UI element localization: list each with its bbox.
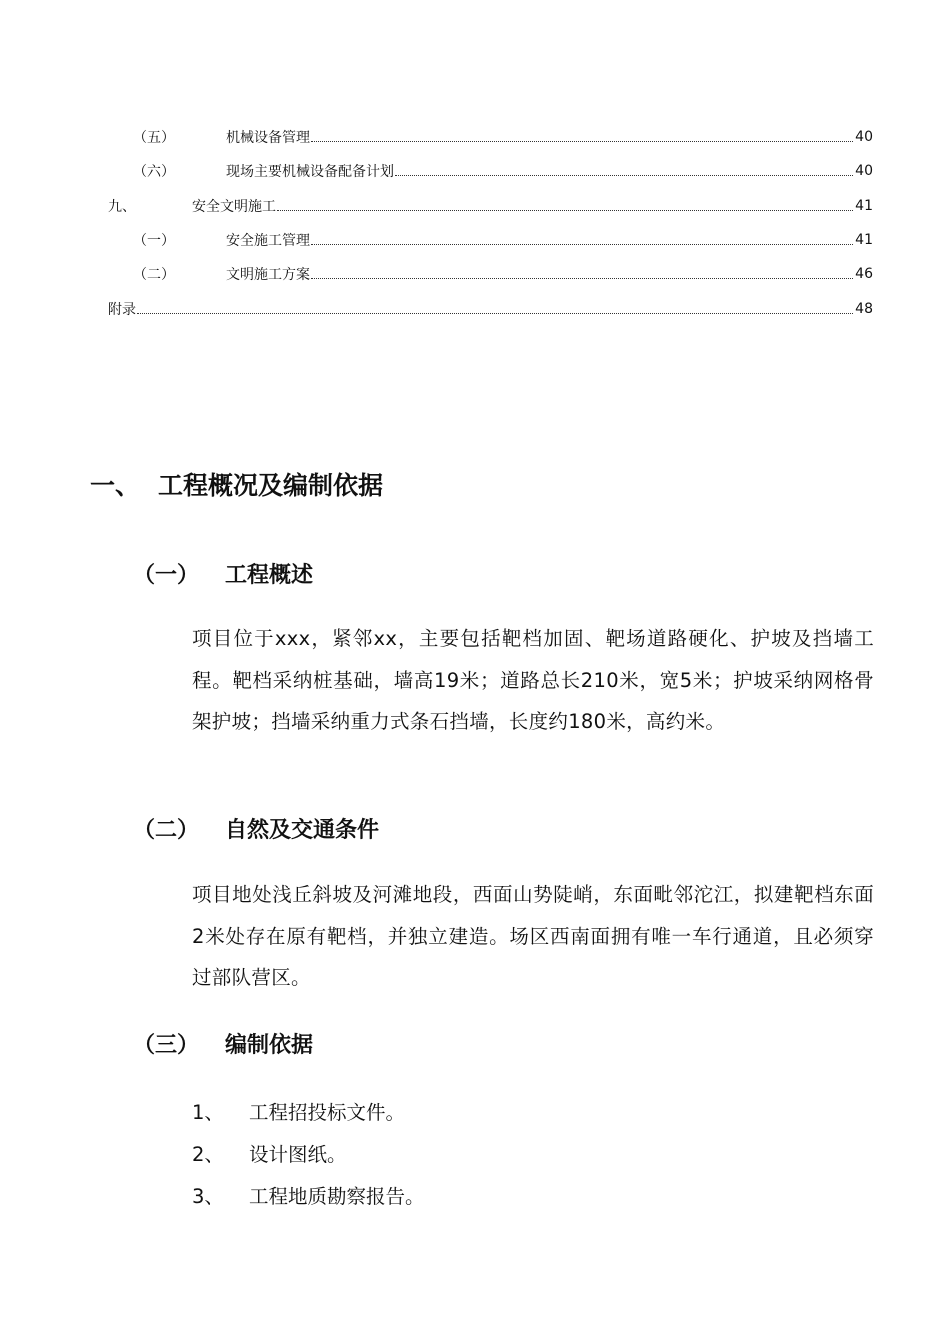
subsection-heading — [133, 558, 313, 589]
toc-dot-leader — [395, 174, 853, 176]
numbered-list — [192, 1090, 425, 1216]
list-item-text: 设计图纸。 — [249, 1143, 347, 1166]
toc-entry-page: 46 — [855, 266, 873, 283]
toc-entry[interactable] — [108, 257, 873, 291]
section-heading-title: 工程概况及编制依据 — [158, 471, 384, 500]
subsection-heading-title: 自然及交通条件 — [225, 818, 380, 843]
toc-dot-leader — [311, 243, 853, 245]
toc-dot-leader — [137, 312, 853, 314]
subsection-heading-number: （二） — [133, 818, 200, 843]
list-item-text: 工程招投标文件。 — [249, 1101, 406, 1124]
toc-entry-number: 九、 — [108, 198, 136, 215]
list-item-number: 1、 — [192, 1101, 224, 1124]
section-heading — [90, 466, 383, 502]
toc-entry[interactable] — [108, 189, 873, 223]
toc-entry-page: 41 — [855, 197, 873, 214]
subsection-heading-title: 工程概述 — [225, 563, 314, 588]
subsection-heading-title: 编制依据 — [225, 1033, 314, 1058]
toc-dot-leader — [277, 209, 853, 211]
toc-entry-page: 40 — [855, 163, 873, 180]
toc-entry[interactable] — [108, 120, 873, 154]
list-item — [192, 1090, 425, 1132]
body-paragraph: 项目位于xxx，紧邻xx，主要包括靶档加固、靶场道路硬化、护坡及挡墙工程。靶档采纳桩基础，墙高19米；道路总长210米，宽5米；护坡采纳网格骨架护坡；挡墙采纳重力式条石挡墙，长度约180米，高约米。 — [192, 627, 874, 733]
list-item-number: 3、 — [192, 1185, 224, 1208]
section-heading-number: 一、 — [90, 471, 141, 500]
toc-entry-title: 现场主要机械设备配备计划 — [226, 164, 394, 181]
toc-entry-title: 安全文明施工 — [192, 198, 276, 215]
toc-entry-number: （五） — [133, 130, 175, 147]
toc-entry-title: 文明施工方案 — [226, 267, 310, 284]
subsection-heading-number: （三） — [133, 1033, 200, 1058]
toc-dot-leader — [311, 277, 853, 279]
subsection-heading-number: （一） — [133, 563, 200, 588]
toc-entry-page: 40 — [855, 129, 873, 146]
toc-dot-leader — [311, 140, 853, 142]
body-paragraph: 项目地处浅丘斜坡及河滩地段，西面山势陡峭，东面毗邻沱江，拟建靶档东面2米处存在原有靶档，并独立建造。场区西南面拥有唯一车行通道，且必须穿过部队营区。 — [192, 883, 874, 989]
toc-entry-title: 附录 — [108, 301, 136, 318]
toc-entry-number: （一） — [133, 233, 175, 250]
list-item — [192, 1174, 425, 1216]
toc-entry-page: 41 — [855, 232, 873, 249]
toc-entry-number: （二） — [133, 267, 175, 284]
table-of-contents — [108, 120, 873, 326]
list-item-text: 工程地质勘察报告。 — [249, 1185, 425, 1208]
subsection-heading — [133, 813, 379, 844]
toc-entry[interactable] — [108, 223, 873, 257]
subsection-heading — [133, 1028, 313, 1059]
toc-entry-title: 机械设备管理 — [226, 130, 310, 147]
toc-entry[interactable] — [108, 291, 873, 325]
list-item-number: 2、 — [192, 1143, 224, 1166]
list-item — [192, 1132, 425, 1174]
toc-entry-number: （六） — [133, 164, 175, 181]
toc-entry[interactable] — [108, 154, 873, 188]
toc-entry-title: 安全施工管理 — [226, 233, 310, 250]
toc-entry-page: 48 — [855, 300, 873, 317]
